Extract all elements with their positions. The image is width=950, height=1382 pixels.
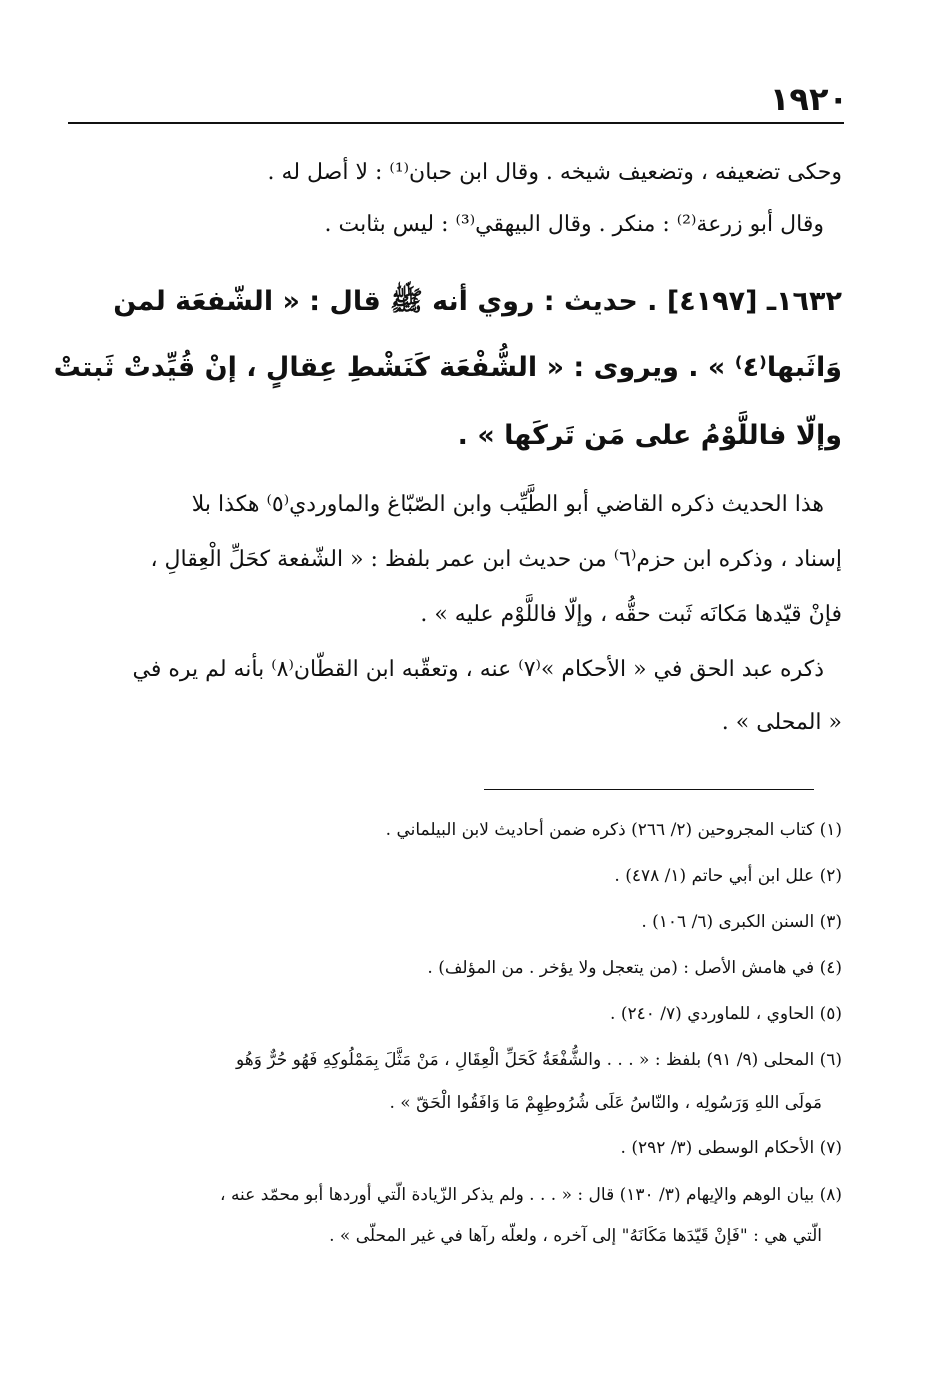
footnote: (٣) السنن الكبرى (٦/ ١٠٦) . xyxy=(641,912,842,932)
hadith-line: وَاثَبها⁽٤⁾ » . ويروى : « الشُّفْعَة كَنَشْطِ عِقالٍ ، إنْ قُيِّدتْ ثَبتتْ xyxy=(53,352,842,383)
intro-line: وحكى تضعيفه ، وتضعيف شيخه . وقال ابن حبان⁽¹⁾ : لا أصل له . xyxy=(267,160,842,185)
page-number: ١٩٢٠ xyxy=(769,80,848,118)
footnote: (٧) الأحكام الوسطى (٣/ ٢٩٢) . xyxy=(620,1138,842,1158)
footnote: (٢) علل ابن أبي حاتم (١/ ٤٧٨) . xyxy=(614,866,842,886)
footnote: (١) كتاب المجروحين (٢/ ٢٦٦) ذكره ضمن أحاديث لابن البيلماني . xyxy=(385,820,842,840)
footnote: (٨) بيان الوهم والإيهام (٣/ ١٣٠) قال : « . . . ولم يذكر الزّيادة الّتي أوردها أبو محمّد عنه ، xyxy=(220,1185,842,1205)
footnote-separator xyxy=(484,789,814,790)
hadith-line: ١٦٣٢ـ [٤١٩٧] . حديث : روي أنه ﷺ قال : « الشّفعَة لمن xyxy=(113,286,842,317)
commentary-line: إسناد ، وذكره ابن حزم⁽٦⁾ من حديث ابن عمر بلفظ : « الشّفعة كحَلِّ الْعِقالِ ، xyxy=(150,547,842,572)
commentary-line: « المحلى » . xyxy=(721,710,842,735)
footnote: مَولَى اللهِ وَرَسُولِه ، والنّاسُ عَلَى شُرُوطِهِمْ مَا وَافَقُوا الْحَقّ » . xyxy=(389,1093,822,1113)
commentary-line: فإنْ قيّدها مَكانَه ثَبت حقُّه ، وإلّا فاللَّوْم عليه » . xyxy=(420,602,842,627)
footnote: (٦) المحلى (٩/ ٩١) بلفظ : « . . . والشُّفْعَةُ كَحَلِّ الْعِقَالِ ، مَنْ مَثَّلَ بِمَمْلُوكِهِ فَهُو حُرٌّ وَهُو xyxy=(235,1050,842,1070)
commentary-line: هذا الحديث ذكره القاضي أبو الطَّيِّب وابن الصّبّاغ والماوردي⁽٥⁾ هكذا بلا xyxy=(191,492,824,517)
intro-line: وقال أبو زرعة⁽²⁾ : منكر . وقال البيهقي⁽³⁾ : ليس بثابت . xyxy=(324,212,824,237)
footnote: الّتي هي : "فَإنْ قَيّدَها مَكَانَهُ" إلى آخره ، ولعلّه رآها في غير المحلّى » . xyxy=(329,1226,822,1246)
commentary-line: ذكره عبد الحق في « الأحكام »⁽٧⁾ عنه ، وتعقّبه ابن القطّان⁽٨⁾ بأنه لم يره في xyxy=(132,657,824,682)
footnote: (٤) في هامش الأصل : (من يتعجل ولا يؤخر . من المؤلف) . xyxy=(427,958,842,978)
header-rule xyxy=(68,122,844,124)
hadith-line: وإلّا فاللَّوْمُ على مَن تَركَها » . xyxy=(457,420,842,451)
footnote: (٥) الحاوي ، للماوردي (٧/ ٢٤٠) . xyxy=(610,1004,842,1024)
